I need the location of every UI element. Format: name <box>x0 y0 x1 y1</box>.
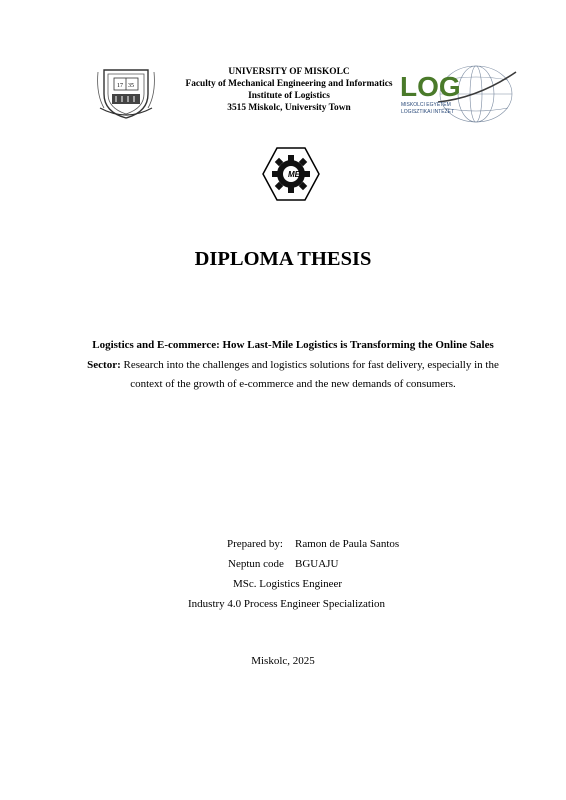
thesis-topic <box>80 336 506 395</box>
institute-of-logistics-logo <box>398 64 518 124</box>
document-title: DIPLOMA THESIS <box>194 248 372 270</box>
university-crest-logo <box>96 64 156 122</box>
crest-year-right: 35 <box>128 83 134 89</box>
institution-address: 3515 Miskolc, University Town <box>227 103 351 113</box>
degree: MSc. Logistics Engineer <box>233 578 343 590</box>
neptun-code-value: BGUAJU <box>295 558 339 570</box>
faculty-name: Faculty of Mechanical Engineering and Informatics <box>185 79 393 89</box>
institution-header <box>150 66 428 114</box>
thesis-topic-bold: Logistics and E-commerce: How Last-Mile Logistics is Transforming the Online Sales Sector: <box>87 339 494 371</box>
neptun-code-label: Neptun code <box>228 558 284 570</box>
log-logo-sub2: LOGISZTIKAI INTÉZET <box>401 109 455 115</box>
institute-name: Institute of Logistics <box>248 91 330 101</box>
specialization: Industry 4.0 Process Engineer Specialization <box>188 598 386 610</box>
place-date: Miskolc, 2025 <box>251 655 315 667</box>
crest-year-left: 17 <box>117 83 123 89</box>
prepared-by-label: Prepared by: <box>227 538 283 550</box>
university-name: UNIVERSITY OF MISKOLC <box>228 67 350 77</box>
prepared-by-value: Ramon de Paula Santos <box>295 538 400 550</box>
thesis-topic-body: Research into the challenges and logistics solutions for fast delivery, especially in the context of the growth of e-commerce and the new demands of consumers. <box>120 358 499 390</box>
me-logo-text: ME <box>288 170 300 179</box>
log-logo-sub1: MISKOLCI EGYETEM <box>401 102 451 108</box>
log-logo-text: LOG <box>400 71 461 102</box>
me-gear-logo <box>262 146 320 202</box>
